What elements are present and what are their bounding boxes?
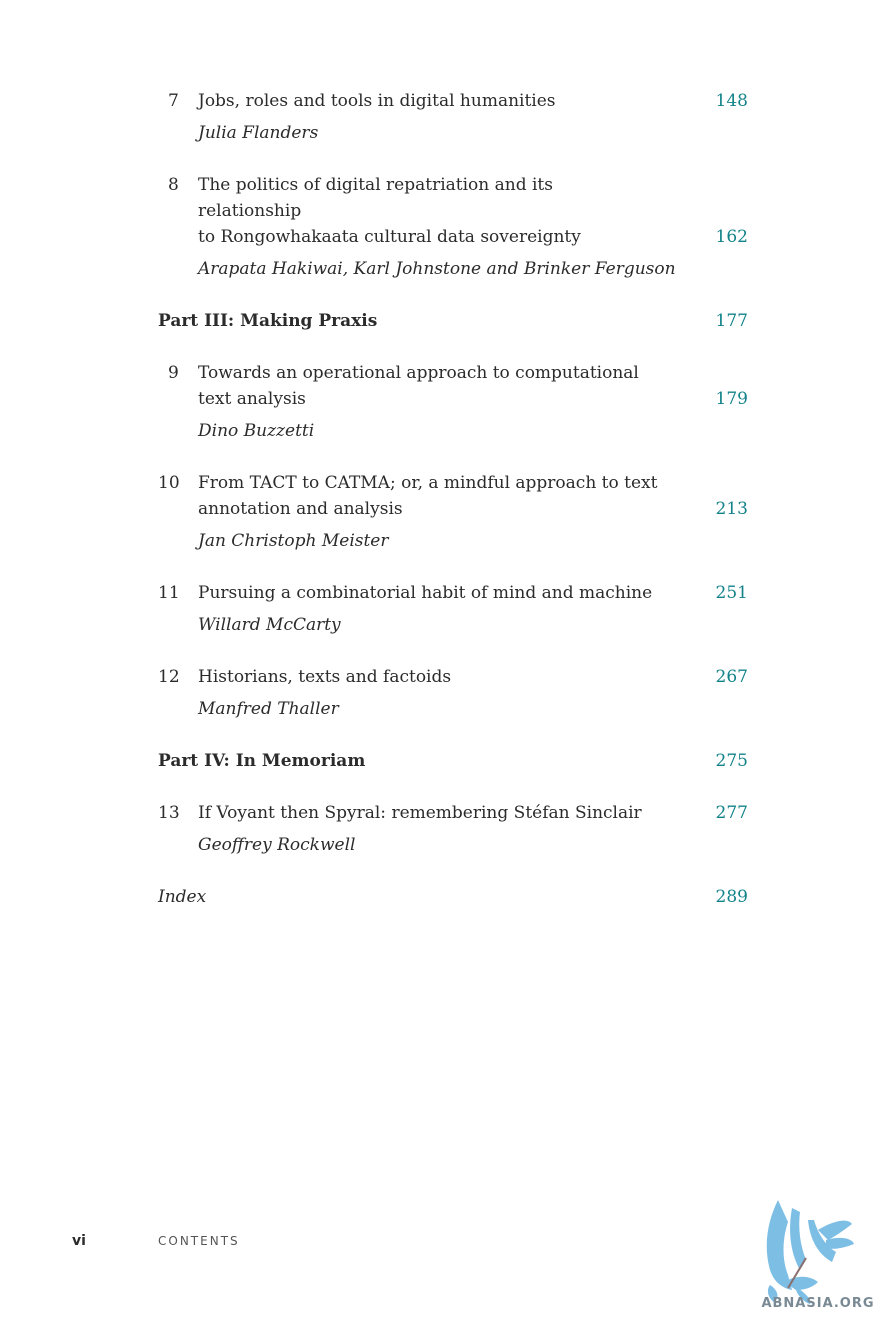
chapter-title: Pursuing a combinatorial habit of mind and machine	[198, 583, 653, 603]
page-number: 277	[715, 803, 748, 823]
page-number: 251	[715, 583, 748, 603]
chapter-author: Dino Buzzetti	[198, 421, 315, 441]
toc-entry[interactable]	[158, 664, 748, 722]
table-of-contents	[158, 88, 748, 910]
chapter-number: 9	[168, 363, 179, 383]
page-number: 179	[715, 389, 748, 409]
page-number: 177	[715, 311, 748, 331]
chapter-number: 8	[168, 175, 179, 195]
toc-entry[interactable]	[158, 800, 748, 858]
chapter-title: Historians, texts and factoids	[198, 667, 452, 687]
toc-entry[interactable]	[158, 172, 748, 282]
chapter-number: 7	[168, 91, 179, 111]
page-number: 162	[715, 227, 748, 247]
page-number: 289	[715, 887, 748, 907]
chapter-author: Jan Christoph Meister	[198, 531, 389, 551]
toc-entry[interactable]	[158, 470, 748, 554]
toc-index-entry[interactable]	[158, 884, 748, 910]
chapter-author: Julia Flanders	[198, 123, 319, 143]
page-folio: vi	[72, 1233, 86, 1249]
chapter-author: Willard McCarty	[198, 615, 341, 635]
chapter-author: Arapata Hakiwai, Karl Johnstone and Brinker Ferguson	[198, 259, 676, 279]
page-number: 148	[715, 91, 748, 111]
chapter-number: 13	[158, 803, 180, 823]
page-number: 275	[715, 751, 748, 771]
page-number: 213	[715, 499, 748, 519]
chapter-title: If Voyant then Spyral: remembering Stéfan Sinclair	[198, 803, 642, 823]
part-title: Part IV: In Memoriam	[158, 751, 366, 771]
index-label: Index	[158, 887, 207, 907]
chapter-title: Jobs, roles and tools in digital humanities	[198, 91, 556, 111]
chapter-title: Towards an operational approach to computational text analysis	[198, 363, 639, 409]
part-title: Part III: Making Praxis	[158, 311, 378, 331]
watermark-text: ABNASIA.ORG	[761, 1296, 875, 1311]
chapter-title: The politics of digital repatriation and its relationship to Rongowhakaata cultural data sovereignty	[198, 175, 581, 247]
chapter-author: Manfred Thaller	[198, 699, 339, 719]
part-heading[interactable]	[158, 748, 748, 774]
chapter-number: 12	[158, 667, 180, 687]
chapter-number: 10	[158, 473, 180, 493]
chapter-author: Geoffrey Rockwell	[198, 835, 356, 855]
chapter-title: From TACT to CATMA; or, a mindful approach to text annotation and analysis	[198, 473, 658, 519]
part-heading[interactable]	[158, 308, 748, 334]
running-head: CONTENTS	[158, 1234, 240, 1248]
toc-entry[interactable]	[158, 360, 748, 444]
toc-entry[interactable]	[158, 88, 748, 146]
toc-entry[interactable]	[158, 580, 748, 638]
page-number: 267	[715, 667, 748, 687]
chapter-number: 11	[158, 583, 180, 603]
